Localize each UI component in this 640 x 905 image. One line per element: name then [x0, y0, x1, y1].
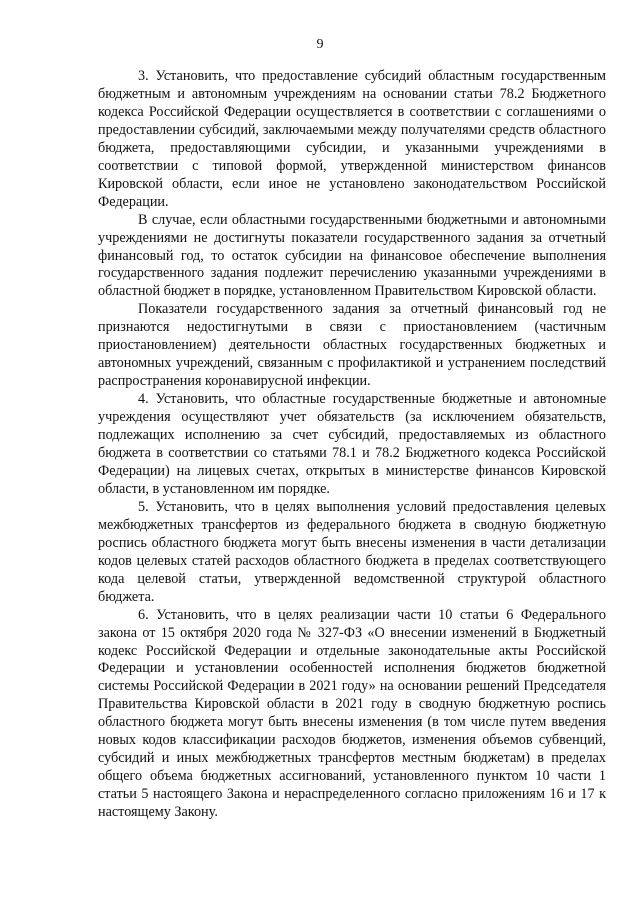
paragraph-clause-4: 4. Установить, что областные государственные бюджетные и автономные учреждения осуществляют учет обязательств (за исключением обязательств, подлежащих исполнению за счет субсидий, предоставляемых из областного бюджета в соответствии со статьями 78.1 и 78.2 Бюджетного кодекса Российской Федерации) на лицевых счетах, открытых в министерстве финансов Кировской области, в установленном им порядке.: [98, 391, 606, 497]
paragraph-clause-6: 6. Установить, что в целях реализации части 10 статьи 6 Федерального закона от 15 октября 2020 года № 327-ФЗ «О внесении изменений в Бюджетный кодекс Российской Федерации и отдельные законодательные акты Российской Федерации и установлении особенностей исполнения бюджетов бюджетной системы Российской Федерации в 2021 году» на основании решений Председателя Правительства Кировской области в 2021 году в сводную бюджетную роспись областного бюджета могут быть внесены изменения (в том числе путем введения новых кодов классификации расходов бюджетов, изменения объемов субвенций, субсидий и иных межбюджетных трансфертов местным бюджетам) в пределах общего объема бюджетных ассигнований, установленного пунктом 10 части 1 статьи 5 настоящего Закона и нераспределенного согласно приложениям 16 и 17 к настоящему Закону.: [98, 606, 606, 821]
paragraph-clause-3-unmet-targets: В случае, если областными государственными бюджетными и автономными учреждениями не достигнуты показатели государственного задания за отчетный финансовый год, то остаток субсидии на финансовое обеспечение выполнения государственного задания подлежит перечислению указанными учреждениями в областной бюджет в порядке, установленном Правительством Кировской области.: [98, 211, 606, 300]
page-number: 9: [316, 37, 324, 52]
paragraph-clause-3-coronavirus-exception: Показатели государственного задания за отчетный финансовый год не признаются недостигнутыми в связи с приостановлением (частичным приостановлением) деятельности областных государственных бюджетных и автономных учреждений, связанным с профилактикой и устранением последствий распространения коронавирусной инфекции.: [98, 301, 606, 390]
paragraph-clause-5: 5. Установить, что в целях выполнения условий предоставления целевых межбюджетных трансфертов из федерального бюджета в сводную бюджетную роспись областного бюджета могут быть внесены изменения в части детализации кодов целевых статей расходов областного бюджета в пределах соответствующего кода целевой статьи, утвержденной ведомственной структурой областного бюджета.: [98, 498, 606, 605]
paragraph-clause-3: 3. Установить, что предоставление субсидий областным государственным бюджетным и автономным учреждениям на основании статьи 78.2 Бюджетного кодекса Российской Федерации осуществляется в соответствии с соглашениями о предоставлении субсидий, заключаемыми между получателями средств областного бюджета, предоставляющими субсидии, и указанными учреждениями в соответствии с типовой формой, утвержденной министерством финансов Кировской области, если иное не установлено законодательством Российской Федерации.: [98, 68, 606, 210]
document-body: [98, 68, 606, 822]
